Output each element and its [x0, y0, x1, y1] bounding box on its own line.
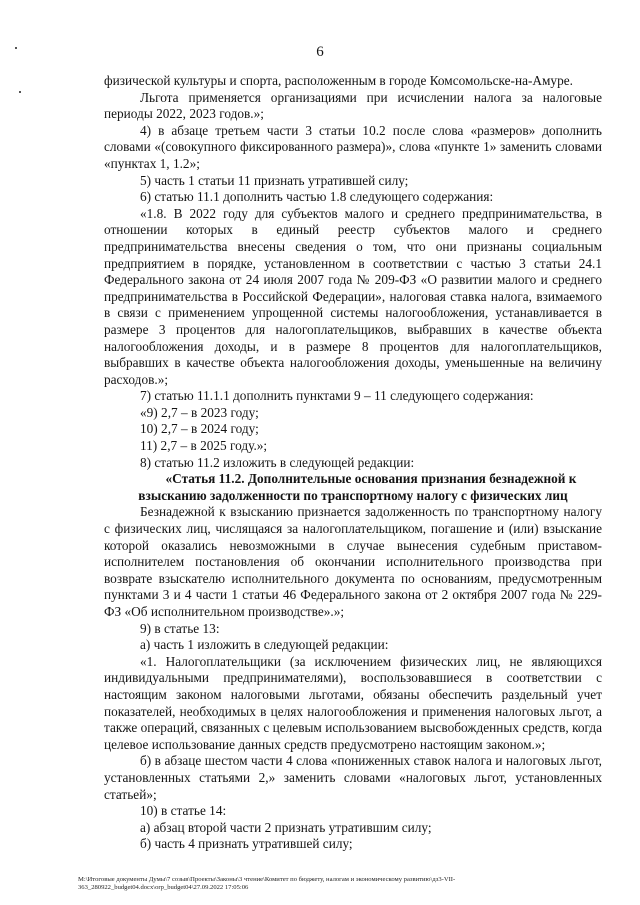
paragraph: физической культуры и спорта, расположенным в городе Комсомольске-на-Амуре.	[104, 73, 573, 88]
paragraph: а) абзац второй части 2 признать утратившим силу;	[140, 819, 432, 835]
footer-line-2: 363_280922_budget04.docx\orp_budget04\27.09.2022 17:05:06	[78, 884, 249, 891]
paragraph: 10) в статье 14:	[140, 803, 227, 819]
paragraph: 6) статью 11.1 дополнить частью 1.8 следующего содержания:	[140, 189, 494, 205]
page-number: 6	[316, 44, 324, 60]
paragraph: Безнадежной к взысканию признается задолженность по транспортному налогу с физических лиц, числящаяся за налогоплательщиком, погашение и (или) взыскание которой оказались невозможными в случае вынесения судебным приставом-исполнителем постановления об окончании исполнительного производства при возврате взыскателю исполнительного документа по основаниям, предусмотренным пунктами 3 и 4 части 1 статьи 46 Федерального закона от 2 октября 2007 года № 229-ФЗ «Об исполнительном производстве».»;	[104, 504, 602, 619]
file-path-footer	[78, 876, 618, 892]
paragraph: б) часть 4 признать утратившей силу;	[140, 836, 353, 852]
paragraph: б) в абзаце шестом части 4 слова «пониженных ставок налога и налоговых льгот, установленных статьями 2,» заменить словами «налоговых льгот, установленных статьей»;	[104, 753, 602, 802]
paragraph: а) часть 1 изложить в следующей редакции:	[140, 637, 389, 653]
paragraph: «1.8. В 2022 году для субъектов малого и среднего предпринимательства, в отношении которых в единый реестр субъектов малого и среднего предпринимательства внесены сведения о том, что они признаны социальным предприятием в порядке, установленном в соответствии с частью 3 статьи 24.1 Федерального закона от 24 июля 2007 года № 209-ФЗ «О развитии малого и среднего предпринимательства в Российской Федерации», налоговая ставка налога, взимаемого в связи с применением упрощенной системы налогообложения, устанавливается в размере 3 процентов для налогоплательщиков, выбравших в качестве объекта налогообложения доходы, и в размере 8 процентов для налогоплательщиков, выбравших в качестве объекта налогообложения доходы, уменьшенные на величину расходов.»;	[104, 205, 602, 387]
document-body	[104, 73, 602, 853]
paragraph: 11) 2,7 – в 2025 году.»;	[140, 438, 268, 454]
footer-line-1: М:\Итоговые документы Думы\7 созыв\Проекты\Законы\3 чтение\Комитет по бюджету, налогам и экономическому развитию\дз3-VII-	[78, 876, 456, 883]
paragraph: 9) в статье 13:	[140, 620, 220, 636]
paragraph: 7) статью 11.1.1 дополнить пунктами 9 – 11 следующего содержания:	[140, 388, 534, 404]
paragraph: «1. Налогоплательщики (за исключением физических лиц, не являющихся индивидуальными предпринимателями), воспользовавшиеся в соответствии с настоящим законом налоговыми льготами, обязаны обеспечить раздельный учет показателей, необходимых в целях налогообложения и применения налоговых льгот, а также операций, связанных с целевым использованием высвобожденных средств, когда целевое использование данных средств предусмотрено настоящим законом.»;	[104, 653, 602, 752]
paragraph: 5) часть 1 статьи 11 признать утратившей силу;	[140, 172, 409, 188]
paragraph: 8) статью 11.2 изложить в следующей редакции:	[140, 454, 415, 470]
paragraph: 10) 2,7 – в 2024 году;	[140, 421, 259, 437]
paragraph: 4) в абзаце третьем части 3 статьи 10.2 после слова «размеров» дополнить словами «(совокупного фиксированного размера)», слова «пункте 1» заменить словами «пунктах 1, 1.2»;	[104, 122, 602, 171]
paragraph: «9) 2,7 – в 2023 году;	[140, 404, 259, 420]
scan-mark	[19, 91, 21, 93]
paragraph: Льгота применяется организациями при исчислении налога за налоговые периоды 2022, 2023 годов.»;	[104, 89, 602, 122]
article-heading: «Статья 11.2. Дополнительные основания признания безнадежной к взысканию задолженности по транспортному налогу с физических лиц	[138, 471, 577, 503]
